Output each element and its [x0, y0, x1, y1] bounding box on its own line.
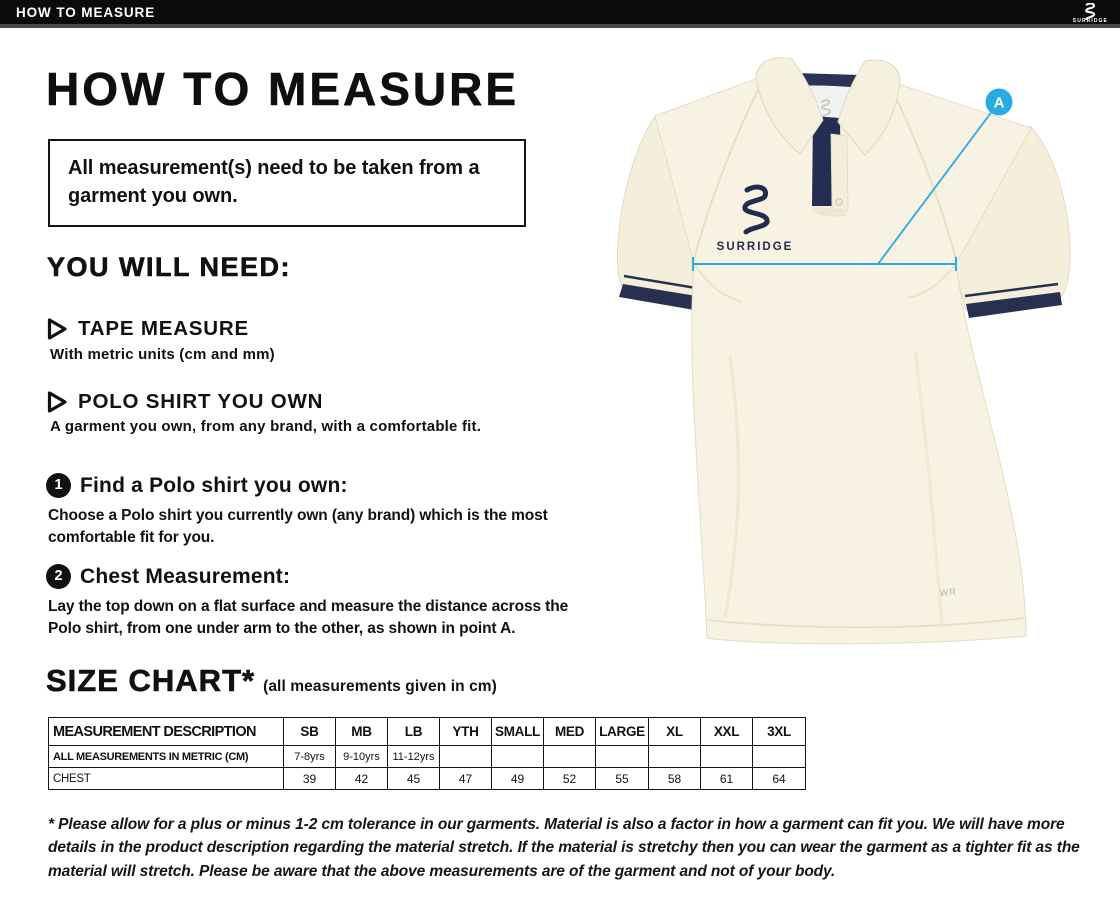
col-header: SMALL: [492, 718, 544, 746]
topbar-title: HOW TO MEASURE: [16, 4, 156, 20]
need-item-label: POLO SHIRT YOU OWN: [78, 390, 324, 413]
tolerance-footnote: * Please allow for a plus or minus 1-2 cm tolerance in our garments. Material is also a factor in how a garment can fit you. We will have more details in the product description regarding the material stretch. If the material is stretchy then you can wear the garment as a tighter fit as the material will stretch. Please be aware that the above measurements are of the garment and not of your body.: [48, 816, 1080, 880]
size-chart-subtitle: (all measurements given in cm): [263, 678, 497, 695]
cell: 64: [753, 768, 806, 790]
topbar: [0, 0, 1120, 28]
size-chart-table: [48, 717, 806, 790]
cell: [649, 746, 701, 768]
cell: 11-12yrs: [388, 746, 440, 768]
cell: 47: [440, 768, 492, 790]
cell: 55: [596, 768, 649, 790]
row-label: CHEST: [49, 768, 284, 790]
col-header: MEASUREMENT DESCRIPTION: [49, 718, 284, 746]
cell: 52: [544, 768, 596, 790]
step-1-heading: [46, 473, 348, 498]
cell: [544, 746, 596, 768]
step-number-badge: 1: [46, 473, 71, 498]
need-item-desc: A garment you own, from any brand, with a comfortable fit.: [50, 418, 482, 435]
cell: [753, 746, 806, 768]
size-chart-heading: [46, 663, 497, 699]
step-2-heading: [46, 564, 290, 589]
page-title: HOW TO MEASURE: [46, 63, 520, 115]
need-item-label: TAPE MEASURE: [78, 317, 249, 340]
cell: [492, 746, 544, 768]
polo-shirt-illustration: [610, 46, 1092, 670]
need-item-polo-shirt: [46, 390, 323, 414]
table-header-row: [49, 718, 806, 746]
row-label: ALL MEASUREMENTS IN METRIC (CM): [49, 746, 284, 768]
cell: 39: [284, 768, 336, 790]
step-2-description: Lay the top down on a flat surface and measure the distance across the Polo shirt, from one under arm to the other, as shown in point A.: [48, 598, 569, 638]
col-header: 3XL: [753, 718, 806, 746]
notice-box: All measurement(s) need to be taken from a garment you own.: [48, 139, 526, 227]
col-header: LARGE: [596, 718, 649, 746]
step-title: Find a Polo shirt you own:: [80, 473, 348, 497]
cell: 45: [388, 768, 440, 790]
table-row: [49, 746, 806, 768]
marker-a-label: A: [993, 94, 1005, 112]
triangle-bullet-icon: [46, 390, 68, 414]
col-header: XXL: [701, 718, 753, 746]
col-header: MED: [544, 718, 596, 746]
col-header: MB: [336, 718, 388, 746]
cell: [440, 746, 492, 768]
cell: [701, 746, 753, 768]
cell: 9-10yrs: [336, 746, 388, 768]
need-item-desc: With metric units (cm and mm): [50, 346, 275, 363]
surridge-logo: [1073, 3, 1108, 24]
cell: 61: [701, 768, 753, 790]
need-item-tape-measure: [46, 317, 249, 341]
cell: [596, 746, 649, 768]
step-number-badge: 2: [46, 564, 71, 589]
topbar-brand-text: SURRIDGE: [1072, 17, 1108, 24]
chest-brand-text: SURRIDGE: [716, 241, 794, 253]
col-header: SB: [284, 718, 336, 746]
polo-shirt-figure: [610, 46, 1092, 670]
col-header: LB: [388, 718, 440, 746]
col-header: XL: [649, 718, 701, 746]
cell: 42: [336, 768, 388, 790]
size-chart-title: SIZE CHART*: [46, 663, 256, 698]
table-row: [49, 768, 806, 790]
step-title: Chest Measurement:: [80, 564, 291, 588]
placket-button: [836, 199, 842, 205]
cell: 7-8yrs: [284, 746, 336, 768]
cell: 58: [649, 768, 701, 790]
triangle-bullet-icon: [46, 317, 68, 341]
step-1-description: Choose a Polo shirt you currently own (any brand) which is the most comfortable fit for you.: [48, 507, 548, 547]
cell: 49: [492, 768, 544, 790]
hem-mark-text: WR: [939, 586, 958, 598]
col-header: YTH: [440, 718, 492, 746]
you-will-need-title: YOU WILL NEED:: [47, 252, 292, 282]
